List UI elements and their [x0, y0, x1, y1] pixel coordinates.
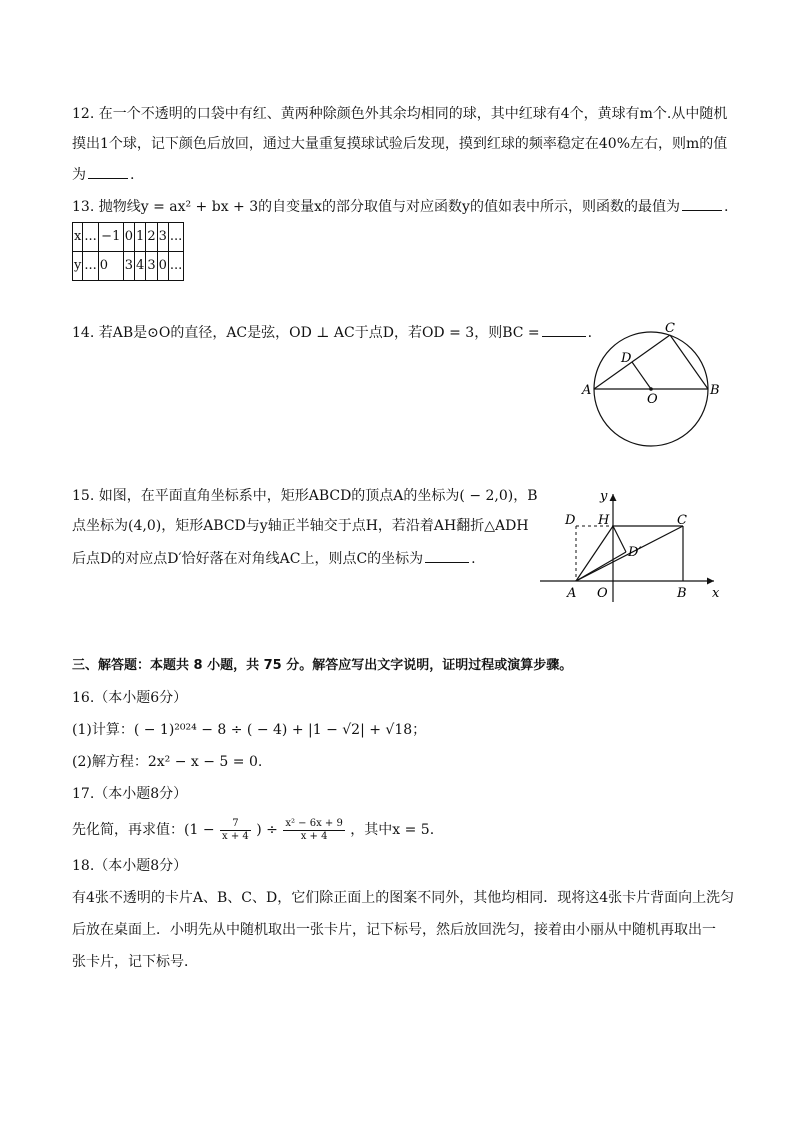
table-cell: ... — [168, 223, 183, 252]
q12-line3-text: 为 — [72, 167, 86, 183]
table-cell: 3 — [157, 223, 168, 252]
q17-mid: ) ÷ — [256, 822, 278, 838]
q17-suffix: ，其中x = 5. — [350, 822, 435, 838]
table-cell: y — [73, 252, 83, 281]
table-row-x — [73, 223, 184, 252]
q16-head: 16.（本小题6分） — [72, 690, 188, 706]
label-H: H — [598, 513, 610, 528]
table-row-y — [73, 252, 184, 281]
table-cell: ... — [83, 223, 98, 252]
q16-part1: (1)计算：( − 1)²⁰²⁴ − 8 ÷ ( − 4) + |1 − √2| + √18； — [72, 722, 427, 738]
q12-line2: 摸出1个球，记下颜色后放回，通过大量重复摸球试验后发现，摸到红球的频率稳定在40%左右，则m的值 — [72, 136, 728, 152]
fraction-numerator: 7 — [220, 818, 251, 831]
fraction-denominator: x + 4 — [300, 830, 328, 842]
table-cell: 4 — [135, 252, 146, 281]
q15-line1: 15. 如图，在平面直角坐标系中，矩形ABCD的顶点A的坐标为( − 2,0)，B — [72, 488, 538, 504]
q15-coordinate-figure — [536, 484, 736, 604]
q18-line1: 有4张不透明的卡片A、B、C、D，它们除正面上的图案不同外，其他均相同．现将这4张卡片背面向上洗匀 — [72, 890, 735, 906]
label-A: A — [567, 586, 577, 601]
q13-text: 13. 抛物线y = ax² + bx + 3的自变量x的部分取值与对应函数y的值如表中所示，则函数的最值为 . — [72, 196, 728, 217]
q15-line3-text: 后点D的对应点D′恰好落在对角线AC上，则点C的坐标为 — [72, 551, 424, 567]
table-cell: 3 — [123, 252, 134, 281]
table-cell: −1 — [98, 223, 123, 252]
fraction — [220, 818, 251, 843]
q13-text-content: 13. 抛物线y = ax² + bx + 3的自变量x的部分取值与对应函数y的值如表中所示，则函数的最值为 — [72, 199, 680, 215]
label-A: A — [582, 383, 592, 398]
table-cell — [98, 252, 123, 281]
table-cell: 0 — [123, 223, 134, 252]
q17-head: 17.（本小题8分） — [72, 786, 188, 802]
q17-prefix: 先化简，再求值：(1 − — [72, 822, 215, 838]
q18-line3: 张卡片，记下标号． — [72, 954, 198, 970]
q12-line3: 为 . — [72, 164, 134, 185]
fraction-denominator: x + 4 — [222, 830, 249, 842]
label-C: C — [665, 321, 675, 336]
answer-blank — [682, 196, 722, 211]
label-O: O — [597, 586, 608, 601]
label-C: C — [677, 513, 687, 528]
fraction-numerator: x² − 6x + 9 — [285, 817, 343, 829]
fraction — [283, 818, 345, 843]
q15-line3: 后点D的对应点D′恰好落在对角线AC上，则点C的坐标为 . — [72, 548, 476, 569]
label-D: D — [621, 351, 632, 366]
table-cell: 1 — [135, 223, 146, 252]
table-cell: x — [73, 223, 83, 252]
label-y: y — [600, 489, 608, 504]
q14-text-content: 14. 若AB是⊙O的直径，AC是弦，OD ⊥ AC于点D，若OD = 3，则BC = — [72, 325, 540, 341]
label-D: D — [565, 513, 576, 528]
table-cell: 3 — [146, 252, 157, 281]
q18-head: 18.（本小题8分） — [72, 858, 188, 874]
q12-line1: 12. 在一个不透明的口袋中有红、黄两种除颜色外其余均相同的球，其中红球有4个，黄球有m个.从中随机 — [72, 106, 728, 122]
q18-line2: 后放在桌面上．小明先从中随机取出一张卡片，记下标号，然后放回洗匀，接着由小丽从中随机再取出一 — [72, 922, 716, 938]
q13-value-table — [72, 222, 184, 281]
label-B: B — [677, 586, 687, 601]
q17-expression — [72, 816, 434, 844]
answer-blank — [88, 164, 128, 179]
label-D-prime: D′ — [628, 545, 642, 560]
label-O: O — [647, 392, 658, 407]
q15-line2: 点坐标为(4,0)，矩形ABCD与y轴正半轴交于点H，若沿着AH翻折△ADH — [72, 518, 529, 534]
q14-text: 14. 若AB是⊙O的直径，AC是弦，OD ⊥ AC于点D，若OD = 3，则BC = . — [72, 322, 592, 343]
q16-part2: (2)解方程：2x² − x − 5 = 0. — [72, 754, 263, 770]
answer-blank — [425, 548, 469, 563]
label-x: x — [712, 586, 720, 601]
table-cell-value: 0 — [99, 258, 109, 273]
q14-circle-figure — [578, 318, 728, 448]
label-B: B — [710, 383, 720, 398]
table-cell: 0 — [157, 252, 168, 281]
section-heading: 三、解答题：本题共 8 小题，共 75 分。解答应写出文字说明，证明过程或演算步骤。 — [72, 658, 573, 673]
table-cell: ... — [168, 252, 183, 281]
table-cell: ... — [83, 252, 98, 281]
table-cell: 2 — [146, 223, 157, 252]
